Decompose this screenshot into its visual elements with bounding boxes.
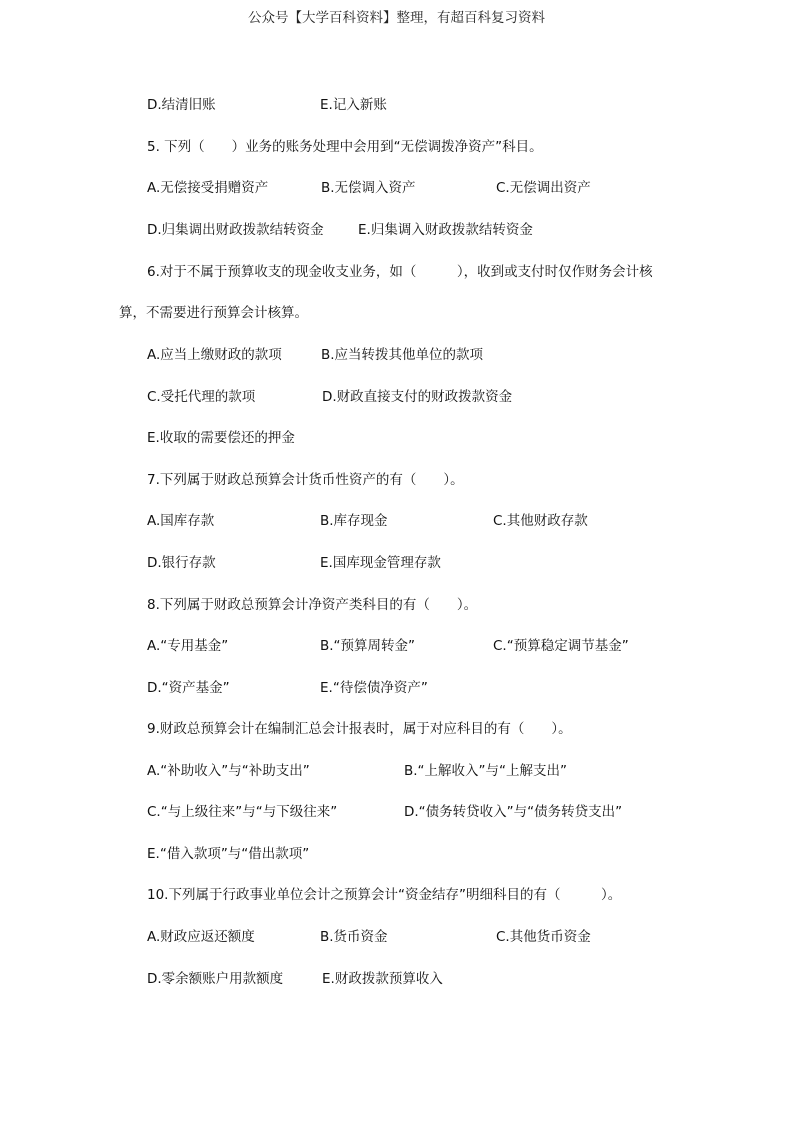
q5-option-c: C.无偿调出资产 — [496, 180, 591, 196]
q10-option-d: D.零余额账户用款额度 — [147, 971, 284, 987]
q7-stem: 7.下列属于财政总预算会计货币性资产的有（ ）。 — [147, 472, 464, 488]
q6-stem-line-1: 6.对于不属于预算收支的现金收支业务，如（ ），收到或支付时仅作财务会计核 — [147, 264, 653, 280]
q6-option-b: B.应当转拨其他单位的款项 — [321, 347, 484, 363]
q10-option-a: A.财政应返还额度 — [147, 929, 255, 945]
q5-stem: 5. 下列（ ）业务的账务处理中会用到“无偿调拨净资产”科目。 — [147, 139, 543, 155]
q4-option-d: D.结清旧账 — [147, 97, 216, 113]
q5-option-e: E.归集调入财政拨款结转资金 — [358, 222, 533, 238]
q10-option-c: C.其他货币资金 — [496, 929, 591, 945]
q9-option-e: E.“借入款项”与“借出款项” — [147, 846, 310, 862]
q9-option-d: D.“债务转贷收入”与“债务转贷支出” — [404, 804, 623, 820]
q10-stem: 10.下列属于行政事业单位会计之预算会计“资金结存”明细科目的有（ ）。 — [147, 887, 622, 903]
q6-option-a: A.应当上缴财政的款项 — [147, 347, 282, 363]
q9-option-c: C.“与上级往来”与“与下级往来” — [147, 804, 338, 820]
q9-option-b: B.“上解收入”与“上解支出” — [404, 763, 568, 779]
q8-stem: 8.下列属于财政总预算会计净资产类科目的有（ ）。 — [147, 597, 478, 613]
q8-option-c: C.“预算稳定调节基金” — [493, 638, 629, 654]
q10-option-b: B.货币资金 — [320, 929, 388, 945]
q9-option-a: A.“补助收入”与“补助支出” — [147, 763, 310, 779]
q6-option-e: E.收取的需要偿还的押金 — [147, 430, 295, 446]
q8-option-d: D.“资产基金” — [147, 680, 230, 696]
q7-option-b: B.库存现金 — [320, 513, 388, 529]
q9-stem: 9.财政总预算会计在编制汇总会计报表时，属于对应科目的有（ ）。 — [147, 721, 572, 737]
q7-option-d: D.银行存款 — [147, 555, 216, 571]
q4-option-e: E.记入新账 — [320, 97, 387, 113]
q5-option-a: A.无偿接受捐赠资产 — [147, 180, 269, 196]
q7-option-a: A.国库存款 — [147, 513, 215, 529]
q5-option-b: B.无偿调入资产 — [321, 180, 416, 196]
q8-option-b: B.“预算周转金” — [320, 638, 416, 654]
q6-option-c: C.受托代理的款项 — [147, 389, 256, 405]
q5-option-d: D.归集调出财政拨款结转资金 — [147, 222, 324, 238]
q7-option-c: C.其他财政存款 — [493, 513, 588, 529]
q6-stem-line-2: 算，不需要进行预算会计核算。 — [119, 305, 308, 321]
q8-option-a: A.“专用基金” — [147, 638, 229, 654]
page-header: 公众号【大学百科资料】整理，有超百科复习资料 — [248, 10, 545, 26]
q10-option-e: E.财政拨款预算收入 — [322, 971, 443, 987]
q7-option-e: E.国库现金管理存款 — [320, 555, 441, 571]
q8-option-e: E.“待偿债净资产” — [320, 680, 428, 696]
q6-option-d: D.财政直接支付的财政拨款资金 — [322, 389, 513, 405]
